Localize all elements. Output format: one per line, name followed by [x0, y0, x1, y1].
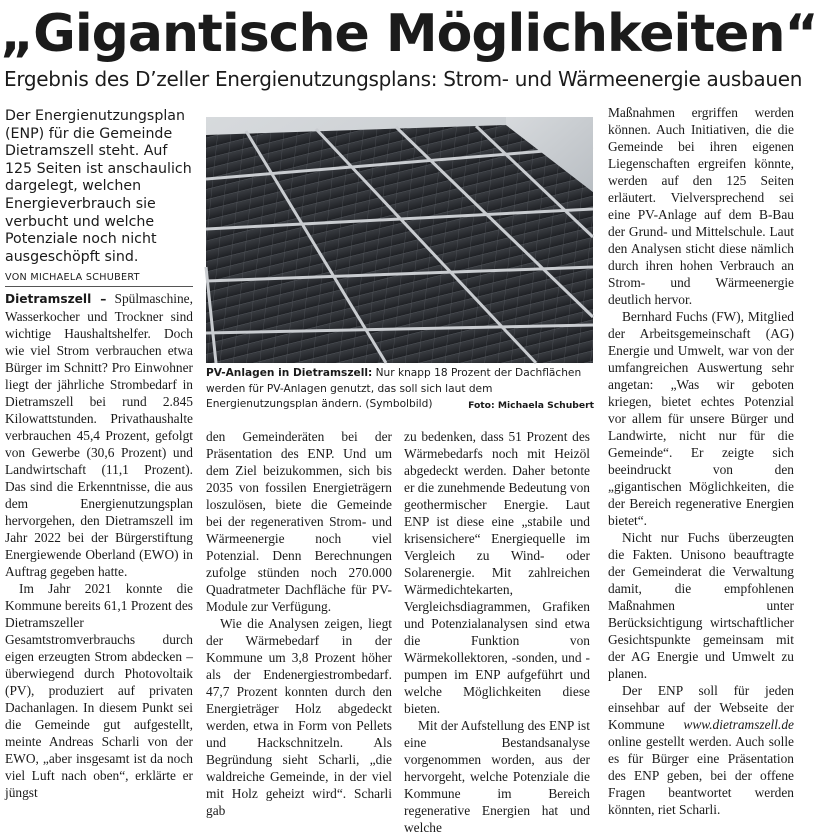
municipality-website-link[interactable]: www.dietramszell.de — [683, 717, 794, 732]
byline: VON MICHAELA SCHUBERT — [5, 272, 140, 283]
paragraph-10-end: online gestellt werden. Auch solle es für Bürger eine Präsentation des ENP geben, bei der offene Fragen beantwortet werden könnten, riet Scharli. — [608, 734, 794, 817]
caption-title: PV-Anlagen in Dietramszell: — [206, 367, 373, 379]
paragraph-8: Bernhard Fuchs (FW), Mitglied der Arbeitsgemeinschaft (AG) Energie und Umwelt, war von der umfangreichen Auswertung sehr angetan: „Was wir geboten kriegen, bietet echtes Potenzial vor allem für unsere Bürger und Landwirte, nicht nur für die Gemeinde“. Er zeigte sich beeindruckt von den „gigantischen Möglichkeiten, die der Bereich regenerative Energien bietet“. — [608, 309, 794, 528]
article-lead: Der Energienutzungsplan (ENP) für die Gemeinde Dietramszell steht. Auf 125 Seiten ist anschaulich dargelegt, welchen Energieverbrauch sie verbucht und welche Potenziale noch nicht ausgeschöpft sind. — [5, 108, 192, 265]
paragraph-5: zu bedenken, dass 51 Prozent des Wärmebedarfs noch mit Heizöl abgedeckt werden. Daher betonte er die zunehmende Bedeutung von geothermischer Energie. Laut ENP ist diese eine „stabile und krisensichere“ Energiequelle im Vergleich zu Wind- oder Solarenergie. Mit zahlreichen Wärmedichtekarten, Vergleichsdiagrammen, Grafiken und Potenzialanalysen sind etwa die Funktion von Wärmekollektoren, -sonden, und -pumpen im ENP aufgeführt und welche Möglichkeiten diese bieten. — [404, 429, 590, 716]
paragraph-6: Mit der Aufstellung des ENP ist eine Bestandsanalyse vorgenommen worden, aus der hervorgeht, welche Potenziale die Kommune im Bereich regenerative Energien hat und welche — [404, 718, 590, 835]
caption-text: Nur knapp 18 Prozent der Dachflächen werden für PV-Anlagen genutzt, das soll sich laut dem Energienutzungsplan ändern. (Symbolbild) — [206, 367, 582, 411]
headline: „Gigantische Möglichkeiten“ — [0, 4, 818, 64]
solar-panel-photo — [206, 117, 593, 363]
paragraph-1-text: Spülmaschine, Wasserkocher und Trockner sind wichtige Haushaltshelfer. Doch wie viel Strom verbrauchen etwa Bürger im Schnitt? Pro Einwohner liegt der jährliche Strombedarf in Dietramszell bei rund 2.845 Kilowattstunden. Privathaushalte verbrauchen 45,4 Prozent, gefolgt von Gewerbe (30,6 Prozent) und Landwirtschaft (11,1 Prozent). Das sind die Erkenntnisse, die aus dem Energienutzungsplan hervorgehen, den Dietramszell im Jahr 2022 bei der Bürgerstiftung Energiewende Oberland (EWO) in Auftrag gegeben hatte. — [5, 291, 193, 579]
column-1 — [5, 290, 193, 807]
paragraph-7: Maßnahmen ergriffen werden können. Auch Initiativen, die die Gemeinde bei ihren eigenen Liegenschaften ergreifen könnte, werden auf den 125 Seiten erläutert. Vielversprechend sei eine PV-Anlage auf dem B-Bau der Grund- und Mittelschule. Laut den Analysen sticht diese nämlich durch ihren hohen Verbrauch an Strom- und Wärmeenergie deutlich hervor. — [608, 105, 794, 307]
paragraph-4: Wie die Analysen zeigen, liegt der Wärmebedarf in der Kommune um 3,8 Prozent höher als der Endenergiestrombedarf. 47,7 Prozent konnten durch den Energieträger Holz abgedeckt werden, etwa in Form von Pellets und Hackschnitzeln. Als Begründung sieht Scharli, „die waldreiche Gemeinde, in der viel mit Holz geheizt wird“. Scharli gab — [206, 616, 392, 818]
column-4 — [608, 104, 794, 817]
photo-caption — [206, 366, 594, 414]
subheadline: Ergebnis des D’zeller Energienutzungsplans: Strom- und Wärmeenergie ausbauen — [4, 67, 803, 91]
paragraph-9: Nicht nur Fuchs überzeugten die Fakten. Unisono beauftragte der Gemeinderat die Verwaltung damit, die empfohlenen Maßnahmen unter Berücksichtigung wirtschaftlicher Gesichtspunkte gemeinsam mit der AG Energie und Umwelt zu planen. — [608, 530, 794, 681]
paragraph-1 — [5, 290, 193, 580]
dateline: Dietramszell – — [5, 292, 107, 306]
paragraph-2: Im Jahr 2021 konnte die Kommune bereits 61,1 Prozent des Dietramszeller Gesamtstromverbrauchs durch eigen erzeugten Strom abdecken – überwiegend durch Photovoltaik (PV), produziert auf privaten Dachanlagen. In diesem Punkt sei die Gemeinde gut aufgestellt, meinte Andreas Scharli von der EWO, „aber insgesamt ist da noch viel Luft nach oben“, erklärte er jüngst — [5, 581, 193, 800]
paragraph-3: den Gemeinderäten bei der Präsentation des ENP. Und um dem Ziel beizukommen, sich bis 2035 von fossilen Energieträgern loszulösen, biete die Gemeinde bei der regenerativen Strom- und Wärmeenergie noch viel Potenzial. Denn Berechnungen zufolge stünden noch 270.000 Quadratmeter Dachfläche für PV-Module zur Verfügung. — [206, 429, 392, 614]
paragraph-10 — [608, 682, 794, 818]
paragraph-10-start: Der ENP soll für jeden einsehbar auf der Webseite der Kommune — [608, 683, 794, 732]
column-2 — [206, 428, 392, 818]
byline-divider — [5, 286, 193, 287]
photo-credit: Foto: Michaela Schubert — [468, 400, 594, 412]
column-3 — [404, 428, 590, 835]
solar-panel-illustration — [206, 117, 593, 363]
